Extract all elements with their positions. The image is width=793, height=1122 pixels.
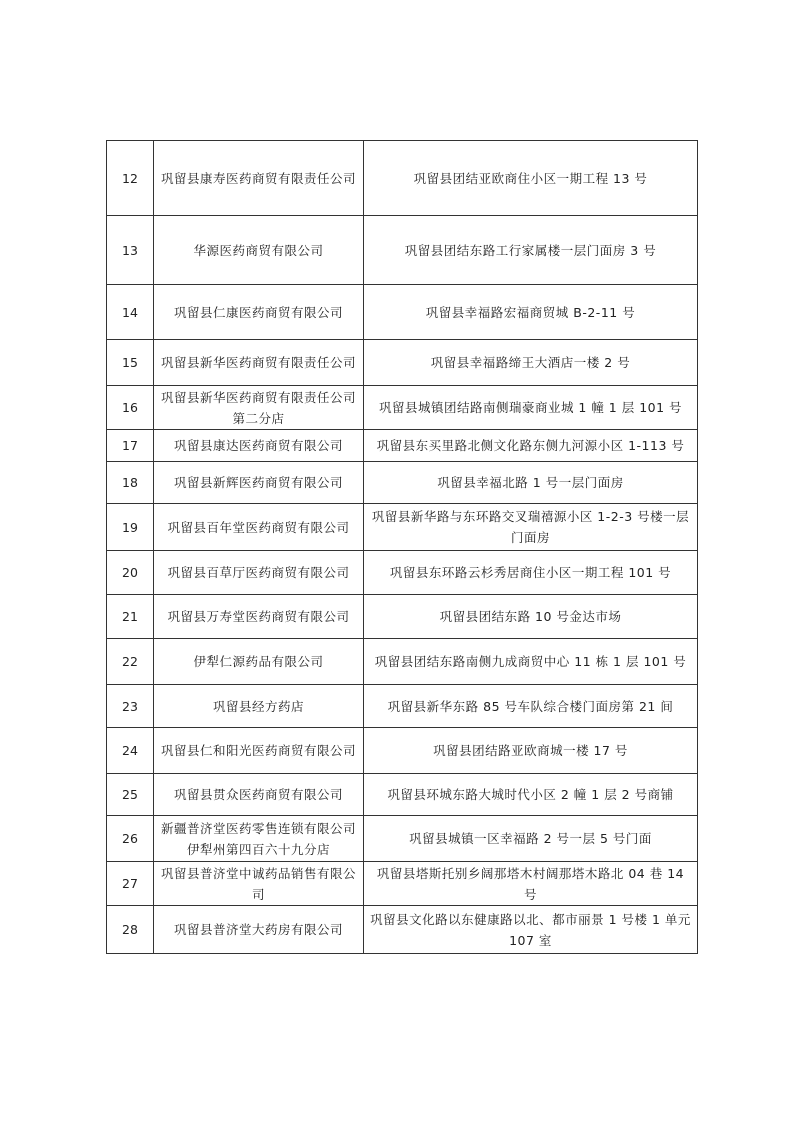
company-name: 巩留县万寿堂医药商贸有限公司 (154, 595, 364, 639)
row-number: 15 (107, 340, 154, 386)
row-number: 14 (107, 285, 154, 340)
company-address: 巩留县环城东路大城时代小区 2 幢 1 层 2 号商铺 (364, 774, 698, 816)
company-address: 巩留县东买里路北侧文化路东侧九河源小区 1-113 号 (364, 430, 698, 462)
company-address: 巩留县团结亚欧商住小区一期工程 13 号 (364, 141, 698, 216)
table-row (107, 462, 698, 504)
table-row (107, 285, 698, 340)
row-number: 24 (107, 728, 154, 774)
table-row (107, 504, 698, 551)
table-row (107, 595, 698, 639)
table-row (107, 639, 698, 685)
company-address: 巩留县团结东路 10 号金达市场 (364, 595, 698, 639)
company-address: 巩留县东环路云杉秀居商住小区一期工程 101 号 (364, 551, 698, 595)
company-address: 巩留县城镇一区幸福路 2 号一层 5 号门面 (364, 816, 698, 862)
row-number: 17 (107, 430, 154, 462)
row-number: 26 (107, 816, 154, 862)
table-row (107, 685, 698, 728)
company-name: 华源医药商贸有限公司 (154, 216, 364, 285)
company-name: 巩留县普济堂中诚药品销售有限公司 (154, 862, 364, 906)
company-address: 巩留县团结路亚欧商城一楼 17 号 (364, 728, 698, 774)
row-number: 27 (107, 862, 154, 906)
company-name: 巩留县康寿医药商贸有限责任公司 (154, 141, 364, 216)
row-number: 12 (107, 141, 154, 216)
pharmacy-table (106, 140, 698, 954)
row-number: 20 (107, 551, 154, 595)
table-row (107, 816, 698, 862)
company-name: 新疆普济堂医药零售连锁有限公司伊犁州第四百六十九分店 (154, 816, 364, 862)
company-name: 巩留县新华医药商贸有限责任公司第二分店 (154, 386, 364, 430)
table-row (107, 906, 698, 954)
company-name: 伊犁仁源药品有限公司 (154, 639, 364, 685)
company-name: 巩留县仁和阳光医药商贸有限公司 (154, 728, 364, 774)
row-number: 19 (107, 504, 154, 551)
table-row (107, 340, 698, 386)
company-name: 巩留县百草厅医药商贸有限公司 (154, 551, 364, 595)
row-number: 25 (107, 774, 154, 816)
row-number: 16 (107, 386, 154, 430)
row-number: 18 (107, 462, 154, 504)
table-row (107, 774, 698, 816)
row-number: 13 (107, 216, 154, 285)
row-number: 21 (107, 595, 154, 639)
company-name: 巩留县康达医药商贸有限公司 (154, 430, 364, 462)
company-address: 巩留县塔斯托别乡阔那塔木村阔那塔木路北 04 巷 14 号 (364, 862, 698, 906)
row-number: 23 (107, 685, 154, 728)
company-name: 巩留县仁康医药商贸有限公司 (154, 285, 364, 340)
company-address: 巩留县文化路以东健康路以北、都市丽景 1 号楼 1 单元 107 室 (364, 906, 698, 954)
company-name: 巩留县贯众医药商贸有限公司 (154, 774, 364, 816)
table-row (107, 386, 698, 430)
company-name: 巩留县新华医药商贸有限责任公司 (154, 340, 364, 386)
company-name: 巩留县普济堂大药房有限公司 (154, 906, 364, 954)
table-row (107, 728, 698, 774)
table-row (107, 141, 698, 216)
table-body (107, 141, 698, 954)
company-address: 巩留县幸福路宏福商贸城 B-2-11 号 (364, 285, 698, 340)
company-address: 巩留县团结东路南侧九成商贸中心 11 栋 1 层 101 号 (364, 639, 698, 685)
row-number: 22 (107, 639, 154, 685)
company-address: 巩留县幸福北路 1 号一层门面房 (364, 462, 698, 504)
company-address: 巩留县幸福路缔王大酒店一楼 2 号 (364, 340, 698, 386)
table-row (107, 430, 698, 462)
row-number: 28 (107, 906, 154, 954)
company-name: 巩留县百年堂医药商贸有限公司 (154, 504, 364, 551)
company-address: 巩留县团结东路工行家属楼一层门面房 3 号 (364, 216, 698, 285)
company-address: 巩留县城镇团结路南侧瑞豪商业城 1 幢 1 层 101 号 (364, 386, 698, 430)
table-row (107, 551, 698, 595)
company-name: 巩留县新辉医药商贸有限公司 (154, 462, 364, 504)
company-address: 巩留县新华路与东环路交叉瑞禧源小区 1-2-3 号楼一层门面房 (364, 504, 698, 551)
table-row (107, 216, 698, 285)
company-name: 巩留县经方药店 (154, 685, 364, 728)
table-row (107, 862, 698, 906)
company-address: 巩留县新华东路 85 号车队综合楼门面房第 21 间 (364, 685, 698, 728)
